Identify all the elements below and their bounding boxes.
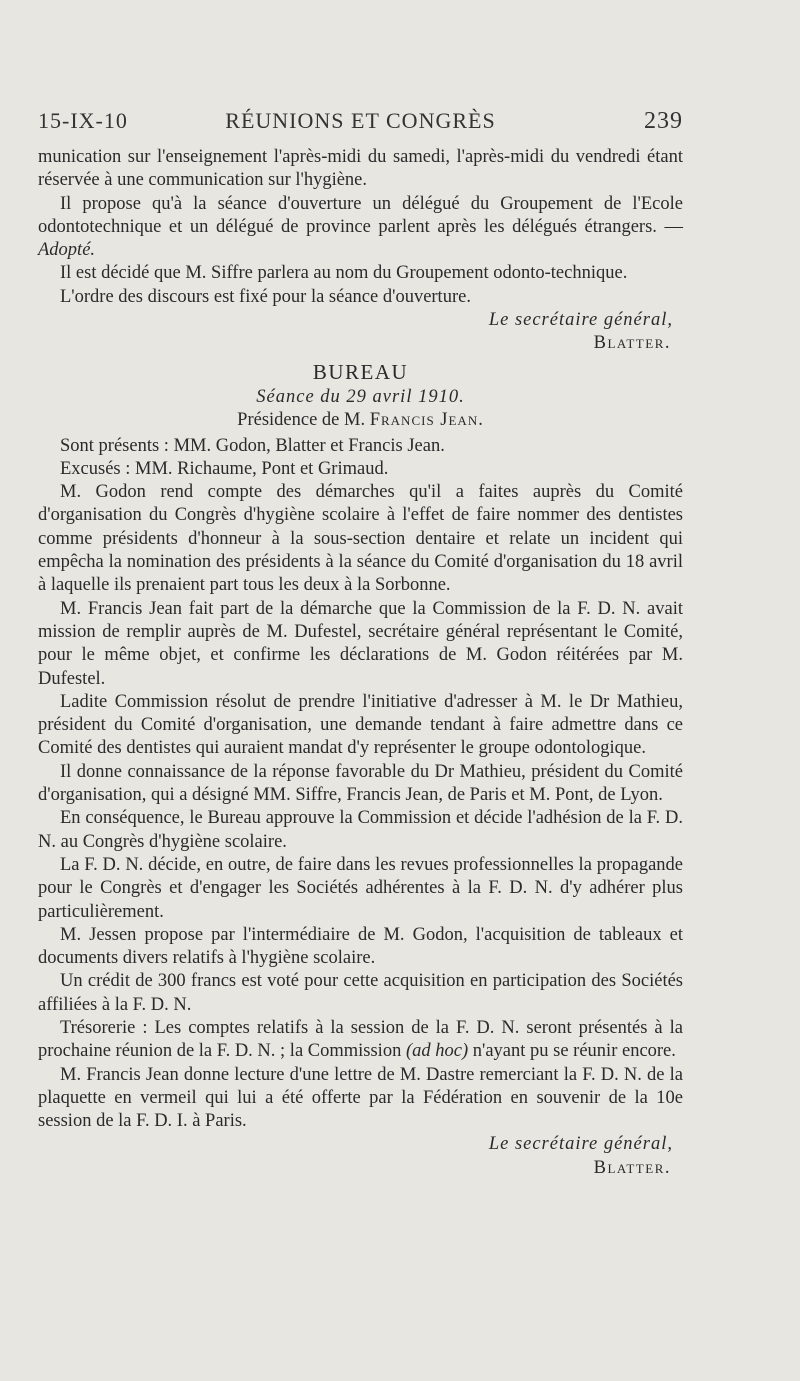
header-date: 15-IX-10 [38,108,128,133]
header-title: RÉUNIONS ET CONGRÈS [225,108,496,133]
closing-signature-title: Le secrétaire général, [488,1134,673,1155]
tresorerie-text: Trésorerie : Les comptes relatifs à la session de la F. D. N. seront présentés à la prochaine réunion de la F. D. N. ; la Commission [38,1017,683,1062]
paragraph: Un crédit de 300 francs est voté pour cette acquisition en participation des Sociétés affiliées à la F. D. N. [38,971,683,1015]
paragraph: Sont présents : MM. Godon, Blatter et Francis Jean. [60,435,445,456]
paragraph: La F. D. N. décide, en outre, de faire dans les revues professionnelles la propagande pour le Congrès et d'engager les Sociétés adhérentes à la F. D. N. d'y adhérer plus particulièrement. [38,854,683,922]
paragraph: L'ordre des discours est fixé pour la séance d'ouverture. [60,286,471,307]
page-body [38,146,683,1180]
paragraph: Ladite Commission résolut de prendre l'initiative d'adresser à M. le Dr Mathieu, président du Comité d'organisation, une demande tendant à faire admettre dans ce Comité des dentistes qui auraient mandat d'y représenter le groupe odontologique. [38,691,683,759]
presidence-line [38,409,683,432]
page-number: 239 [644,108,683,134]
paragraph: M. Francis Jean donne lecture d'une lettre de M. Dastre remerciant la F. D. N. de la plaquette en vermeil qui lui a été offerte par la Fédération en souvenir de la 10e session de la F. D. I. à Paris. [38,1064,683,1132]
closing-signature-name: Blatter. [593,1157,671,1178]
paragraph: Il est décidé que M. Siffre parlera au nom du Groupement odonto-technique. [60,263,628,284]
paragraph-text: Il propose qu'à la séance d'ouverture un délégué du Groupement de l'Ecole odontotechnique et un délégué de province parlent après les délégués étrangers. — [38,193,683,237]
paragraph: M. Francis Jean fait part de la démarche que la Commission de la F. D. N. avait mission de remplir auprès de M. Dufestel, secrétaire général représentant le Comité, pour le même objet, et confirme les déclarations de M. Godon réitérées par M. Dufestel. [38,598,683,689]
session-date: Séance du 29 avril 1910. [256,386,465,407]
section-heading: BUREAU [312,359,409,384]
signature-title: Le secrétaire général, [488,310,673,331]
paragraph: munication sur l'enseignement l'après-midi du samedi, l'après-midi du vendredi étant réservée à une communication sur l'hygiène. [38,147,683,191]
tresorerie-after: n'ayant pu se réunir encore. [468,1041,676,1062]
paragraph: Il donne connaissance de la réponse favorable du Dr Mathieu, président du Comité d'organisation, qui a désigné MM. Siffre, Francis Jean, de Paris et M. Pont, de Lyon. [38,761,683,806]
paragraph: Excusés : MM. Richaume, Pont et Grimaud. [60,458,389,479]
signature-name: Blatter. [593,333,671,354]
paragraph: En conséquence, le Bureau approuve la Commission et décide l'adhésion de la F. D. N. au Congrès d'hygiène scolaire. [38,808,683,852]
paragraph [38,193,683,263]
paragraph [38,1017,683,1064]
ad-hoc-italic: (ad hoc) [405,1041,469,1062]
president-name: Francis Jean. [369,410,484,431]
paragraph: M. Jessen propose par l'intermédiaire de M. Godon, l'acquisition de tableaux et documents divers relatifs à l'hygiène scolaire. [38,924,683,969]
adopte-italic: Adopté. [38,240,96,261]
presidence-prefix: Présidence de M. [237,410,370,431]
paragraph: M. Godon rend compte des démarches qu'il a faites auprès du Comité d'organisation du Congrès d'hygiène scolaire à l'effet de faire nommer des dentistes comme présidents d'honneur à la sous-section dentaire et relate un incident qui empêcha la nomination des présidents à la séance du Comité d'organisation du 18 avril à laquelle ils prenaient part tous les deux à la Sorbonne. [38,482,683,596]
